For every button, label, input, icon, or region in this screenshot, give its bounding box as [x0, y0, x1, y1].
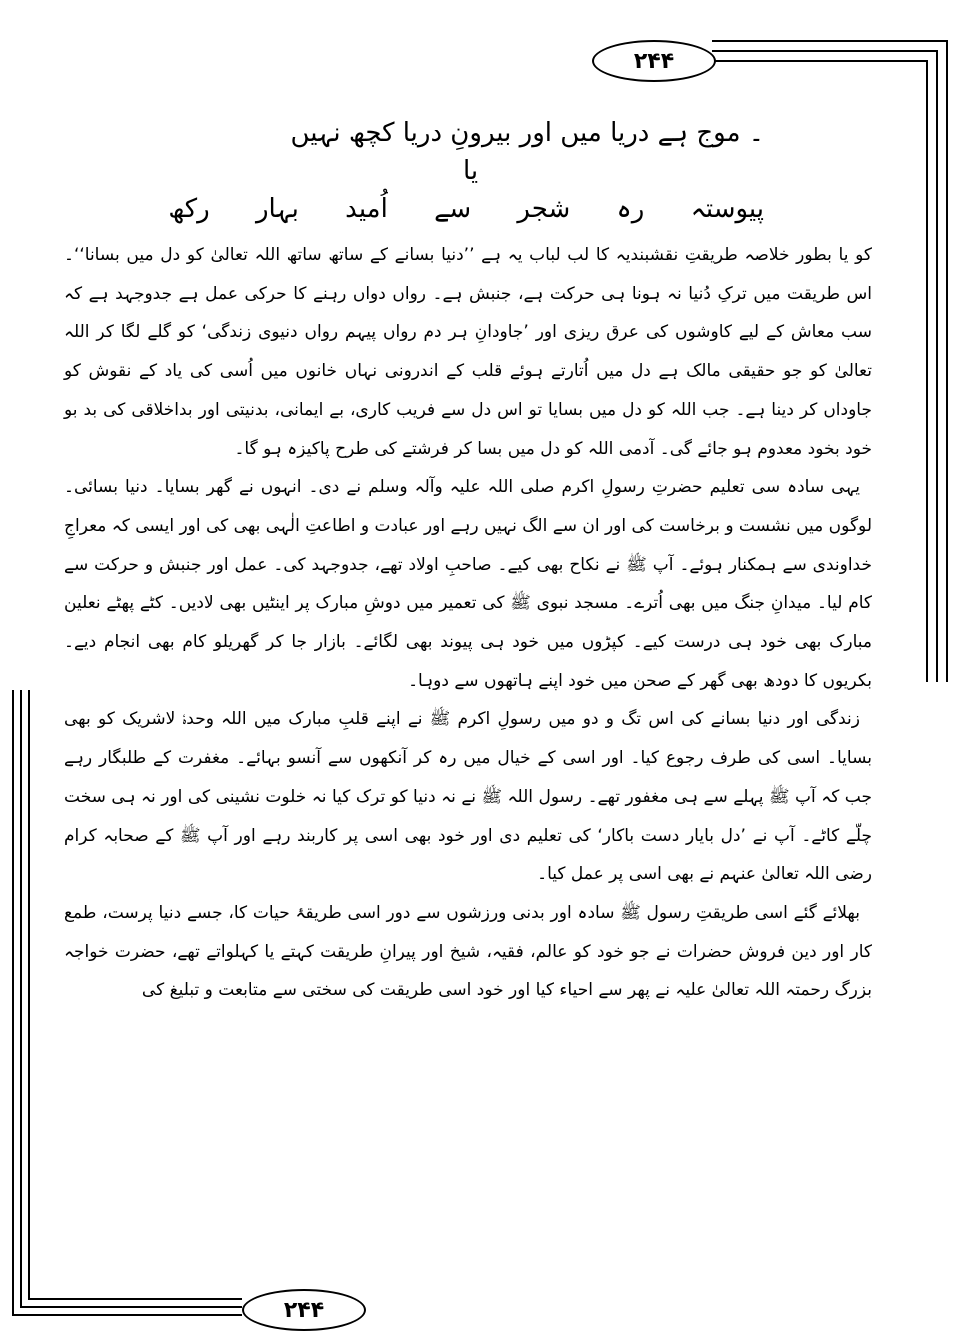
frame-bottom-outer — [12, 1314, 242, 1316]
frame-left-inner — [28, 690, 30, 1300]
poem-line-2: پیوستہ رہ شجر سے اُمید بہار رکھ — [168, 194, 764, 224]
poem-connector: یا — [463, 156, 479, 186]
frame-top-outer — [712, 40, 948, 42]
frame-left-outer — [12, 690, 14, 1316]
frame-bottom-inner — [28, 1298, 242, 1300]
poem-line-1: ۔ موج ہے دریا میں اور بیرونِ دریا کچھ نہیں — [290, 118, 764, 148]
frame-left-middle — [20, 690, 22, 1308]
paragraph-3: زندگی اور دنیا بسانے کی اس تگ و دو میں رسولِ اکرم ﷺ نے اپنے قلبِ مبارک میں اللہ وحدہٗ لاشریک کو بھی بسایا۔ اسی کی طرف رجوع کیا۔ اور اسی کے خیال میں رہ کر آنکھوں سے آنسو بہائے۔ مغفرت کے طلبگار رہے جب کہ آپ ﷺ پہلے سے ہی مغفور تھے۔ رسول اللہ ﷺ نے نہ دنیا کو ترک کیا نہ خلوت نشینی کی اور نہ ہی سخت چلّے کاٹے۔ آپ نے ’دل بایار دست باکار‘ کی تعلیم دی اور خود بھی اسی پر کاربند رہے اور آپ ﷺ کے صحابہ کرام رضی اللہ تعالیٰ عنہم نے بھی اسی پر عمل کیا۔ — [64, 709, 872, 885]
page-number-top: ۲۴۴ — [592, 40, 716, 82]
frame-right-outer — [946, 40, 948, 682]
body-text — [64, 236, 872, 1010]
paragraph-1: کو یا بطور خلاصہ طریقتِ نقشبندیہ کا لب لباب یہ ہے ’’دنیا بسانے کے ساتھ ساتھ اللہ تعالیٰ کو دل میں بسانا‘‘۔ اس طریقت میں ترکِ دُنیا نہ ہونا ہی حرکت ہے، جنبش ہے۔ رواں دواں رہنے کا حرکی عمل ہے جدوجہد ہے کہ سب معاش کے لیے کاوشوں کی عرق ریزی اور ’جاودانِ ہر دم رواں پیہم رواں دنیوی زندگی‘ کو گلے لگا کر اللہ تعالیٰ کو جو حقیقی مالک ہے دل میں اُتارتے ہوئے قلب کے اندرونی نہاں خانوں میں اُسی کی یاد کے نقوش کو جاوداں کر دینا ہے۔ جب اللہ کو دل میں بسایا تو اس دل سے فریب کاری، بے ایمانی، بدنیتی اور بداخلاقی کی بد بو خود بخود معدوم ہو جائے گی۔ آدمی اللہ کو دل میں بسا کر فرشتے کی طرح پاکیزہ ہو گا۔ — [64, 245, 872, 459]
paragraph-2: یہی سادہ سی تعلیم حضرتِ رسولِ اکرم صلی اللہ علیہ وآلہ وسلم نے دی۔ انہوں نے گھر بسایا۔ دنیا بسائی۔ لوگوں میں نشست و برخاست کی اور ان سے الگ نہیں رہے اور عبادت و اطاعتِ الٰہی بھی کی اور ایسی کہ معراجِ خداوندی سے ہمکنار ہوئے۔ آپ ﷺ نے نکاح بھی کیے۔ صاحبِ اولاد تھے، جدوجہد کی۔ عمل اور جنبش و حرکت سے کام لیا۔ میدانِ جنگ میں بھی اُترے۔ مسجد نبوی ﷺ کی تعمیر میں دوشِ مبارک پر اینٹیں بھی لادیں۔ کٹے پھٹے نعلین مبارک بھی خود ہی درست کیے۔ کپڑوں میں خود ہی پیوند بھی لگائے۔ بازار جا کر گھریلو کام بھی انجام دیے۔ بکریوں کا دودھ بھی گھر کے صحن میں خود اپنے ہاتھوں سے دوہا۔ — [64, 477, 872, 691]
frame-top-middle — [712, 50, 938, 52]
frame-right-middle — [936, 50, 938, 682]
frame-right-inner — [926, 60, 928, 682]
paragraph-4: بھلائے گئے اسی طریقتِ رسول ﷺ سادہ اور بدنی ورزشوں سے دور اسی طریقۂ حیات کا، جسے دنیا پرست، طمع کار اور دین فروش حضرات نے جو خود کو عالم، فقیہ، شیخ اور پیرانِ طریقت کہتے یا کہلواتے تھے، حضرت خواجہ بزرگ رحمتہ اللہ تعالیٰ علیہ نے پھر سے احیاء کیا اور خود اسی طریقت کی سختی سے متابعت و تبلیغ کی — [64, 902, 872, 1001]
frame-bottom-middle — [20, 1306, 242, 1308]
frame-top-inner — [712, 60, 928, 62]
page-number-bottom: ۲۴۴ — [242, 1289, 366, 1331]
